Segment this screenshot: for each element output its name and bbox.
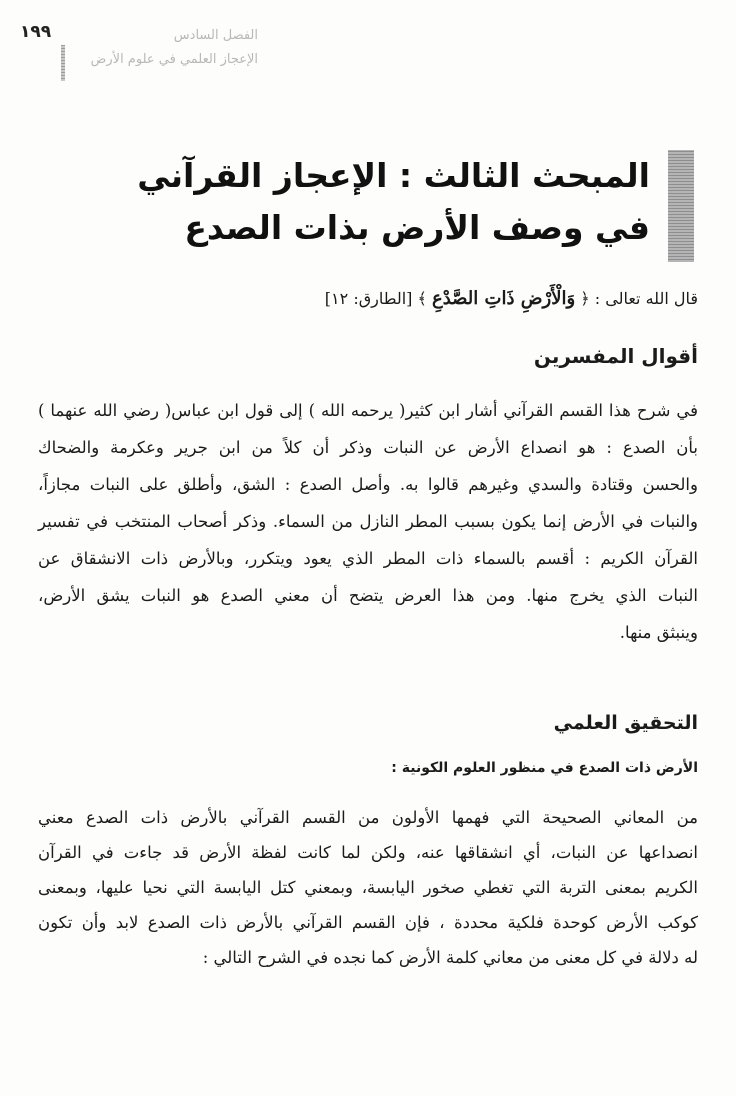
paragraph-line: القرآن الكريم : أقسم بالسماء ذات المطر الذي يعود ويتكرر، وبالأرض ذات الانشقاق عن (38, 549, 698, 568)
verse-text: وَالْأَرْضِ ذَاتِ الصَّدْعِ (431, 288, 576, 309)
section-title (137, 150, 650, 254)
chapter-subtitle: الإعجاز العلمي في علوم الأرض (90, 52, 258, 67)
page-number: ١٩٩ (20, 22, 52, 42)
paragraph-line: من المعاني الصحيحة التي فهمها الأولون من القسم القرآني بالأرض ذات الصدع معني (38, 808, 698, 827)
paragraph-line: له دلالة في كل معنى من معاني كلمة الأرض كما نجده في الشرح التالي : (202, 948, 698, 967)
verse-open-bracket: ﴿ (580, 289, 590, 308)
section-title-line-1: المبحث الثالث : الإعجاز القرآني (137, 156, 650, 195)
paragraph-line: الكريم بمعنى التربة التي تغطي صخور اليابسة، وبمعني كتل اليابسة التي نحيا عليها، وبمعنى (38, 878, 698, 897)
heading-scientific-verification: التحقيق العلمي (553, 712, 698, 734)
quran-verse (38, 284, 698, 314)
verse-reference: [الطارق: ١٢] (324, 289, 413, 308)
heading-interpreters: أقوال المفسرين (533, 344, 698, 368)
running-header (58, 24, 258, 72)
paragraph-line: النبات الذي يخرج منها. ومن هذا العرض يتضح أن معني الصدع هو النبات يشق الأرض، (38, 586, 698, 605)
paragraph-line: والنبات في الأرض إنما يكون بسبب المطر النازل من السماء. وذكر أصحاب المنتخب في تفسير (38, 512, 698, 531)
paragraph-line: كوكب الأرض كوحدة فلكية محددة ، فإن القسم القرآني بالأرض ذات الصدع لابد وأن تكون (38, 913, 698, 932)
paragraph-scientific (38, 800, 698, 975)
paragraph-interpreters (38, 392, 698, 651)
paragraph-line: بأن الصدع : هو انصداع الأرض عن النبات وذكر أن كلاً من ابن جرير وعكرمة والضحاك (38, 438, 698, 457)
chapter-label: الفصل السادس (173, 28, 258, 43)
paragraph-line: انصداعها عن النبات، أي انشقاقها عنه، ولكن لما كانت لفظة الأرض قد جاءت في القرآن (38, 843, 698, 862)
title-decorative-bar (668, 150, 694, 262)
section-title-line-2: في وصف الأرض بذات الصدع (184, 208, 650, 247)
verse-intro: قال الله تعالى : (594, 289, 698, 308)
verse-close-bracket: ﴾ (417, 289, 427, 308)
paragraph-line: والحسن وقتادة والسدي وغيرهم قالوا به. وأصل الصدع : الشق، وأطلق على النبات مجازاً، (38, 475, 698, 494)
subheading-cosmic-sciences: الأرض ذات الصدع في منظور العلوم الكونية : (391, 760, 698, 776)
paragraph-line: وينبثق منها. (619, 623, 698, 642)
paragraph-line: في شرح هذا القسم القرآني أشار ابن كثير( يرحمه الله ) إلى قول ابن عباس( رضي الله عنهما ) (38, 401, 698, 420)
